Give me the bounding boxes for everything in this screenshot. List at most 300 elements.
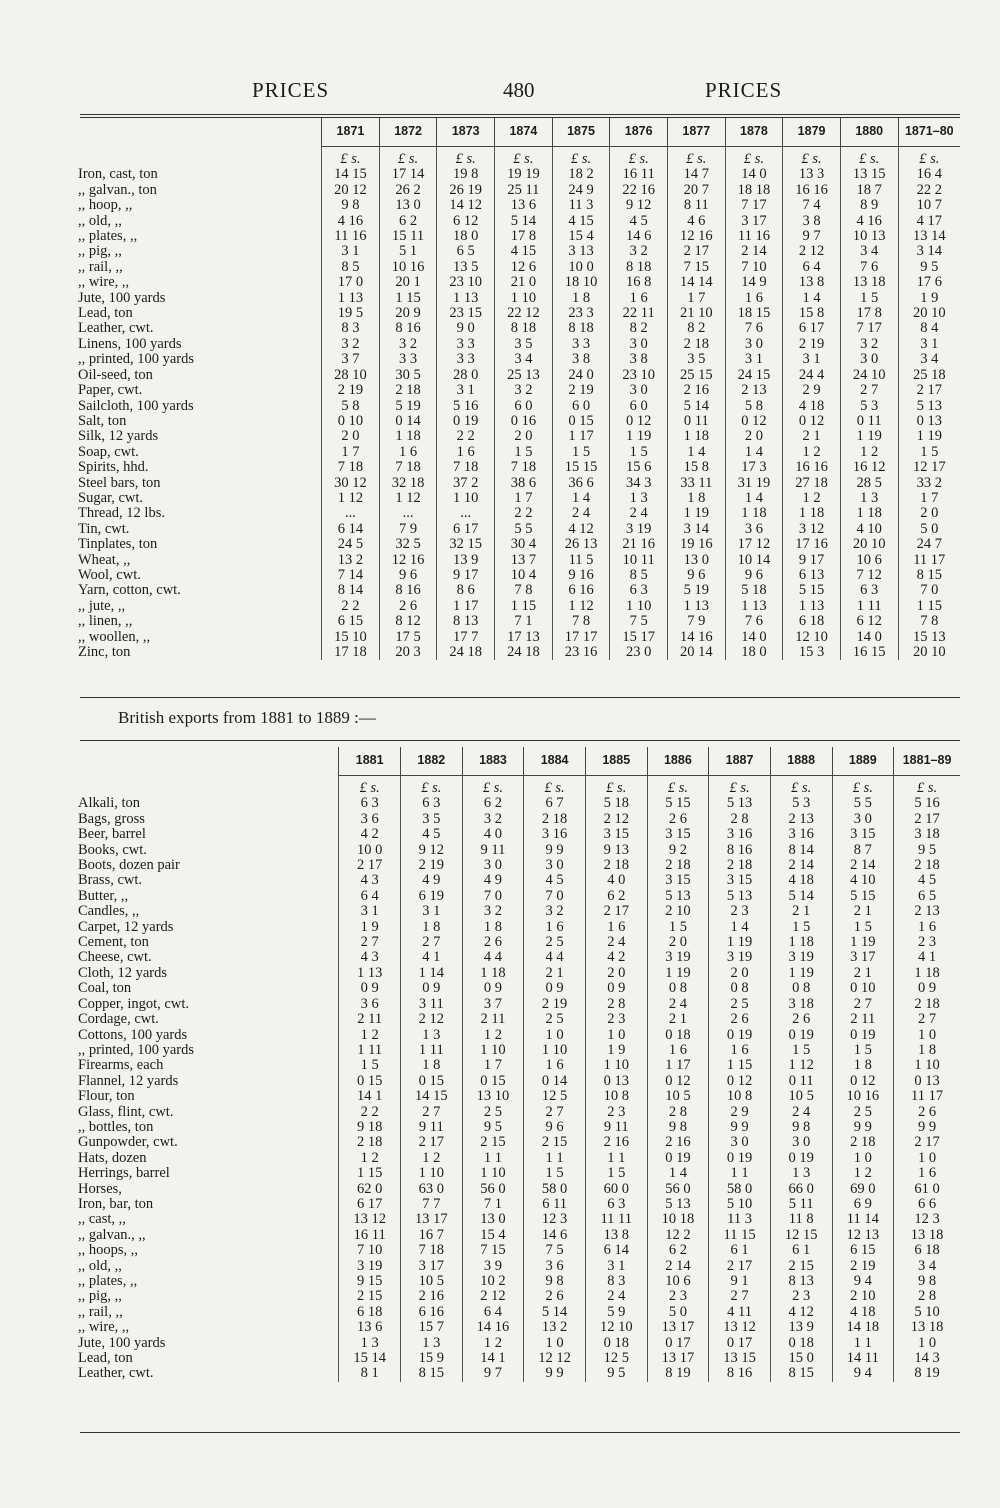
price-value: 4 0 [483,826,503,843]
price-value: 20 14 [679,644,713,660]
price-value: 14 16 [679,628,713,645]
price-value: 2 0 [744,428,763,445]
value-cell [894,950,960,965]
price-value: 9 12 [625,197,652,214]
price-value: 1 10 [480,1041,506,1058]
price-value: 0 11 [788,1072,814,1089]
value-cell [840,630,898,645]
price-value: 9 17 [453,566,479,583]
value-cell [840,229,898,244]
price-value: 11 16 [334,228,367,245]
unit-cell [725,147,783,168]
value-cell [524,1028,586,1043]
price-value: 2 8 [918,1288,937,1305]
price-value: 0 18 [603,1334,629,1351]
price-value: 13 0 [683,551,709,568]
price-value: 9 5 [483,1118,503,1135]
unit-label: £ s. [398,151,419,167]
price-value: 1 2 [360,1026,379,1043]
price-value: 3 8 [802,212,821,229]
value-cell [770,1243,832,1258]
value-cell [524,966,586,981]
row-label: Firearms, each [78,1058,164,1074]
value-cell [524,1012,586,1027]
value-cell [667,399,725,414]
value-cell [610,306,668,321]
table-row [74,599,960,614]
price-value: 62 0 [357,1180,383,1197]
value-cell [647,1012,709,1027]
value-cell [783,506,841,521]
value-cell [832,1089,894,1104]
price-value: 16 12 [852,459,886,476]
value-cell [894,812,960,827]
price-value: 4 5 [422,826,441,843]
row-label: Flour, ton [78,1089,135,1105]
price-value: 2 7 [545,1103,564,1120]
value-cell [524,997,586,1012]
value-cell [524,889,586,904]
value-cell [610,553,668,568]
value-cell [339,1351,401,1366]
value-cell [783,275,841,290]
year-header: 1886 [647,747,709,776]
value-cell [832,1151,894,1166]
value-cell [647,1089,709,1104]
price-value: 8 2 [687,320,706,337]
price-value: 2 3 [607,1103,626,1120]
price-value: 10 5 [788,1088,814,1105]
table-row [74,904,960,919]
value-cell [610,460,668,475]
price-value: 10 4 [510,566,537,583]
value-cell [709,1336,771,1351]
price-value: 21 0 [510,274,537,291]
price-value: 2 6 [918,1103,937,1120]
unit-cell [783,147,841,168]
value-cell [379,368,437,383]
price-value: 24 5 [337,536,364,553]
price-value: 2 13 [788,810,814,827]
value-cell [524,1120,586,1135]
value-cell [840,491,898,506]
price-value: 3 13 [568,243,594,260]
value-cell [585,920,647,935]
value-cell [647,997,709,1012]
unit-label: £ s. [544,780,565,796]
value-cell [667,476,725,491]
price-value: 8 18 [568,320,594,337]
unit-label: £ s. [570,151,592,167]
row-label: ,, galvan., ,, [78,1227,146,1243]
value-cell [462,1135,524,1150]
value-cell [437,553,495,568]
value-cell [610,614,668,629]
price-value: 22 11 [622,305,655,322]
value-cell [552,645,610,660]
row-label: Coal, ton [78,981,132,997]
value-cell [894,1151,960,1166]
value-cell [585,1166,647,1181]
value-cell [462,935,524,950]
value-cell [898,383,960,398]
value-cell [401,950,463,965]
value-cell [462,1151,524,1166]
value-cell [495,368,553,383]
price-value: 7 15 [480,1242,506,1259]
value-cell [379,275,437,290]
value-cell [339,889,401,904]
value-cell [725,476,783,491]
value-cell [401,981,463,996]
price-value: 1 5 [860,289,879,306]
value-cell [401,796,463,811]
year-header: 1880 [840,118,898,147]
value-cell [339,1043,401,1058]
row-label: Oil-seed, ton [78,367,153,383]
value-cell [709,920,771,935]
price-value: 1 19 [625,428,652,445]
value-cell [495,198,553,213]
value-cell [894,858,960,873]
value-cell [401,1151,463,1166]
row-label: Sugar, cwt. [78,490,144,506]
price-value: 3 17 [850,949,876,966]
price-value: 13 18 [910,1226,944,1243]
price-value: 61 0 [914,1180,940,1197]
table2-top-rule [80,740,960,741]
value-cell [770,812,832,827]
value-cell [379,306,437,321]
row-label: ,, linen, ,, [78,614,133,630]
value-cell [667,630,725,645]
value-cell [524,843,586,858]
row-label: ,, galvan., ton [78,182,157,198]
price-value: 3 0 [744,335,763,352]
value-cell [898,583,960,598]
price-value: 3 1 [341,243,360,260]
price-value: 0 8 [668,980,687,997]
value-cell [898,368,960,383]
price-value: 23 10 [622,366,655,383]
value-cell [783,414,841,429]
value-cell [770,1351,832,1366]
price-value: 20 10 [912,305,946,322]
value-cell [832,1012,894,1027]
value-cell [783,568,841,583]
price-value: 10 7 [916,197,942,214]
price-value: 3 19 [788,949,814,966]
price-value: 3 0 [792,1134,811,1151]
value-cell [832,1351,894,1366]
value-cell [783,383,841,398]
value-cell [437,506,495,521]
value-cell [585,1089,647,1104]
price-value: 9 12 [418,841,445,858]
price-value: 3 1 [607,1257,626,1274]
value-cell [832,920,894,935]
price-value: 6 13 [798,566,825,583]
price-value: 12 6 [510,258,537,275]
value-cell [462,843,524,858]
price-value: 7 8 [571,613,591,630]
value-cell [647,904,709,919]
value-cell [709,966,771,981]
price-value: 3 0 [860,351,879,368]
price-value: 1 10 [603,1057,629,1074]
value-cell [770,858,832,873]
price-value: 1 18 [480,964,506,981]
table-row [74,214,960,229]
value-cell [709,1135,771,1150]
value-cell [495,414,553,429]
price-value: 4 6 [687,212,706,229]
price-value: 4 12 [788,1303,814,1320]
price-value: 14 1 [480,1350,506,1367]
price-value: 9 17 [798,551,825,568]
price-value: 9 9 [853,1118,872,1135]
table-row [74,858,960,873]
value-cell [524,1336,586,1351]
price-value: 0 12 [665,1072,691,1089]
price-value: 20 12 [334,181,367,198]
price-value: 3 15 [603,826,629,843]
value-cell [585,796,647,811]
price-value: 5 14 [683,397,709,414]
value-cell [379,399,437,414]
value-cell [585,1228,647,1243]
value-cell [840,337,898,352]
price-value: 6 14 [603,1242,629,1259]
price-value: 56 0 [480,1180,506,1197]
value-cell [322,337,380,352]
value-cell [709,1058,771,1073]
price-value: 19 19 [507,166,540,183]
value-cell [379,614,437,629]
value-cell [725,537,783,552]
price-value: 8 16 [726,1365,753,1382]
price-value: 7 18 [510,459,537,476]
price-value: 4 15 [510,243,537,260]
price-value: 0 19 [453,412,479,429]
price-value: 1 11 [856,597,882,614]
value-cell [783,429,841,444]
price-value: 2 15 [357,1288,383,1305]
value-cell [339,1197,401,1212]
value-cell [725,522,783,537]
unit-label: £ s. [606,780,627,796]
price-value: 14 11 [846,1350,879,1367]
value-cell [667,537,725,552]
price-value: 3 17 [741,212,767,229]
value-cell [783,321,841,336]
row-label: Brass, cwt. [78,873,143,889]
value-cell [894,1058,960,1073]
price-value: 8 16 [726,841,753,858]
table-row [74,414,960,429]
price-value: 1 4 [687,443,706,460]
value-cell [437,568,495,583]
price-value: 1 10 [453,489,479,506]
value-cell [610,321,668,336]
value-cell [585,1212,647,1227]
year-header: 1878 [725,118,783,147]
price-value: 1 8 [687,489,706,506]
table-row [74,1228,960,1243]
value-cell [610,167,668,182]
price-value: 1 10 [914,1057,940,1074]
price-value: 4 4 [545,949,564,966]
table-row [74,812,960,827]
price-value: 5 14 [541,1303,568,1320]
price-value: 17 8 [510,228,537,245]
value-cell [610,476,668,491]
row-label: ,, bottles, ton [78,1119,154,1135]
price-value: 3 6 [545,1257,564,1274]
value-cell [725,368,783,383]
price-value: 13 9 [453,551,479,568]
price-value: 1 2 [853,1165,872,1182]
value-cell [840,506,898,521]
price-value: 3 5 [514,335,533,352]
price-value: 1 9 [360,918,379,935]
price-value: 7 6 [860,258,879,275]
price-value: 9 7 [802,228,821,245]
value-cell [552,460,610,475]
value-cell [832,966,894,981]
value-cell [709,812,771,827]
price-value: 14 18 [846,1319,880,1336]
value-cell [339,966,401,981]
value-cell [770,1274,832,1289]
value-cell [832,1135,894,1150]
value-cell [437,630,495,645]
value-cell [647,796,709,811]
value-cell [524,1089,586,1104]
unit-cell [898,147,960,168]
value-cell [832,1197,894,1212]
value-cell [832,1043,894,1058]
price-value: 2 6 [545,1288,564,1305]
value-cell [783,645,841,660]
price-value: 1 6 [545,1057,564,1074]
row-label: Zinc, ton [78,645,131,660]
price-value: 0 12 [625,412,652,429]
value-cell [585,858,647,873]
price-value: 0 11 [856,412,882,429]
value-cell [709,1243,771,1258]
value-cell [524,1320,586,1335]
value-cell [379,568,437,583]
price-value: 6 18 [914,1242,940,1259]
price-value: 5 3 [792,795,811,812]
value-cell [379,522,437,537]
header-row [74,118,960,147]
value-cell [401,1012,463,1027]
value-cell [725,167,783,182]
value-cell [709,1089,771,1104]
price-value: 2 6 [483,934,503,951]
value-cell [894,1182,960,1197]
value-cell [437,460,495,475]
row-label: Paper, cwt. [78,383,143,399]
table-row [74,950,960,965]
value-cell [524,1074,586,1089]
price-value: 2 13 [741,382,767,399]
price-value: 1 8 [918,1041,937,1058]
value-cell [840,476,898,491]
value-cell [401,1336,463,1351]
value-cell [339,827,401,842]
price-value: 6 17 [357,1195,383,1212]
price-value: 6 5 [456,243,475,260]
price-value: 17 7 [453,628,479,645]
value-cell [783,198,841,213]
price-value: 2 4 [792,1103,811,1120]
value-cell [725,460,783,475]
value-cell [495,337,553,352]
price-value: 3 2 [483,810,503,827]
price-value: 10 16 [391,258,425,275]
value-cell [462,920,524,935]
price-value: 3 1 [360,903,379,920]
price-value: 2 11 [850,1011,876,1028]
price-value: 3 12 [798,520,825,537]
table-row [74,198,960,213]
price-value: 2 4 [607,1288,626,1305]
price-value: 26 19 [449,181,483,198]
price-value: 2 4 [571,505,591,522]
value-cell [437,537,495,552]
price-value: 13 18 [852,274,886,291]
price-value: 6 4 [360,887,379,904]
year-header: 1876 [610,118,668,147]
unit-label: £ s. [686,151,707,167]
unit-cell [770,776,832,797]
price-value: 1 18 [683,428,709,445]
price-value: 18 10 [564,274,598,291]
value-cell [709,1120,771,1135]
row-label: Cloth, 12 yards [78,965,168,981]
unit-cell [832,776,894,797]
price-value: 10 14 [737,551,771,568]
value-cell [437,244,495,259]
value-cell [610,198,668,213]
price-value: 8 9 [860,197,879,214]
value-cell [462,1320,524,1335]
value-cell [585,1058,647,1073]
value-cell [379,506,437,521]
value-cell [894,1228,960,1243]
value-cell [840,214,898,229]
price-value: 1 18 [741,505,767,522]
price-value: 1 10 [480,1165,506,1182]
value-cell [339,997,401,1012]
value-cell [783,183,841,198]
value-cell [770,1074,832,1089]
price-value: 1 6 [918,1165,937,1182]
value-cell [709,1182,771,1197]
value-cell [401,1366,463,1381]
value-cell [552,368,610,383]
value-cell [379,630,437,645]
price-value: 6 3 [422,795,441,812]
row-label: Lead, ton [78,306,133,322]
price-value: 2 12 [418,1011,445,1028]
price-value: 9 5 [920,258,939,275]
row-label: Hats, dozen [78,1150,147,1166]
price-value: ... [345,505,356,522]
